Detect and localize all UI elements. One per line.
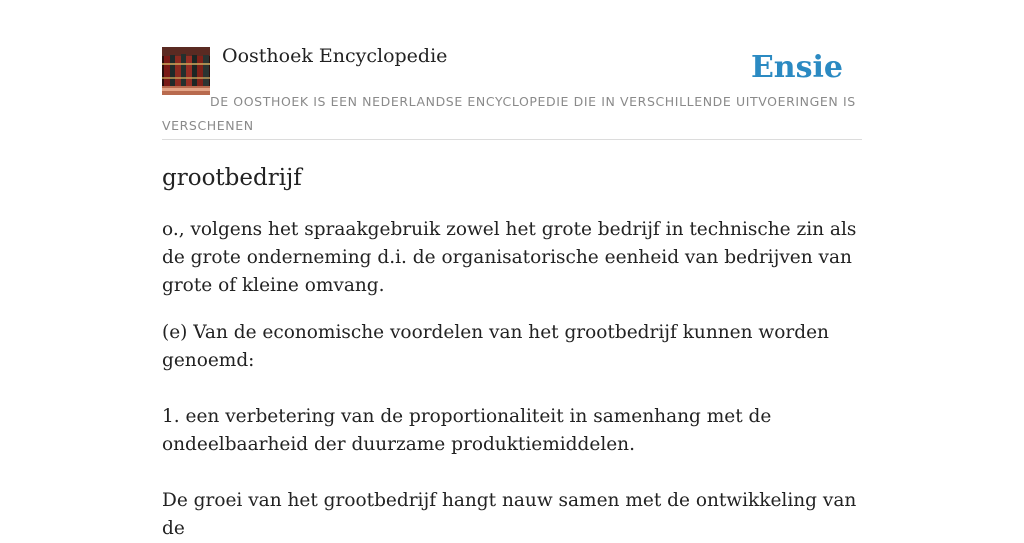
site-title[interactable]: Oosthoek Encyclopedie	[222, 45, 448, 67]
site-header	[162, 44, 862, 140]
article-paragraph: (e) Van de economische voordelen van het grootbedrijf kunnen worden genoemd:	[162, 322, 829, 371]
site-tagline: DE OOSTHOEK IS EEN NEDERLANDSE ENCYCLOPEDIE DIE IN VERSCHILLENDE UITVOERINGEN IS VERSCHENEN	[162, 94, 856, 133]
brand-logo[interactable]: Ensie	[750, 50, 843, 85]
article-title: grootbedrijf	[162, 165, 302, 191]
article-paragraph: 1. een verbetering van de proportionaliteit in samenhang met de ondeelbaarheid der duurzame produktiemiddelen.	[162, 406, 772, 455]
article-paragraph: o., volgens het spraakgebruik zowel het grote bedrijf in technische zin als de grote onderneming d.i. de organisatorische eenheid van bedrijven van grote of kleine omvang.	[162, 219, 857, 296]
bookshelf-icon[interactable]	[162, 47, 210, 95]
article	[162, 160, 862, 543]
article-paragraph: De groei van het grootbedrijf hangt nauw samen met de ontwikkeling van de	[162, 490, 857, 539]
